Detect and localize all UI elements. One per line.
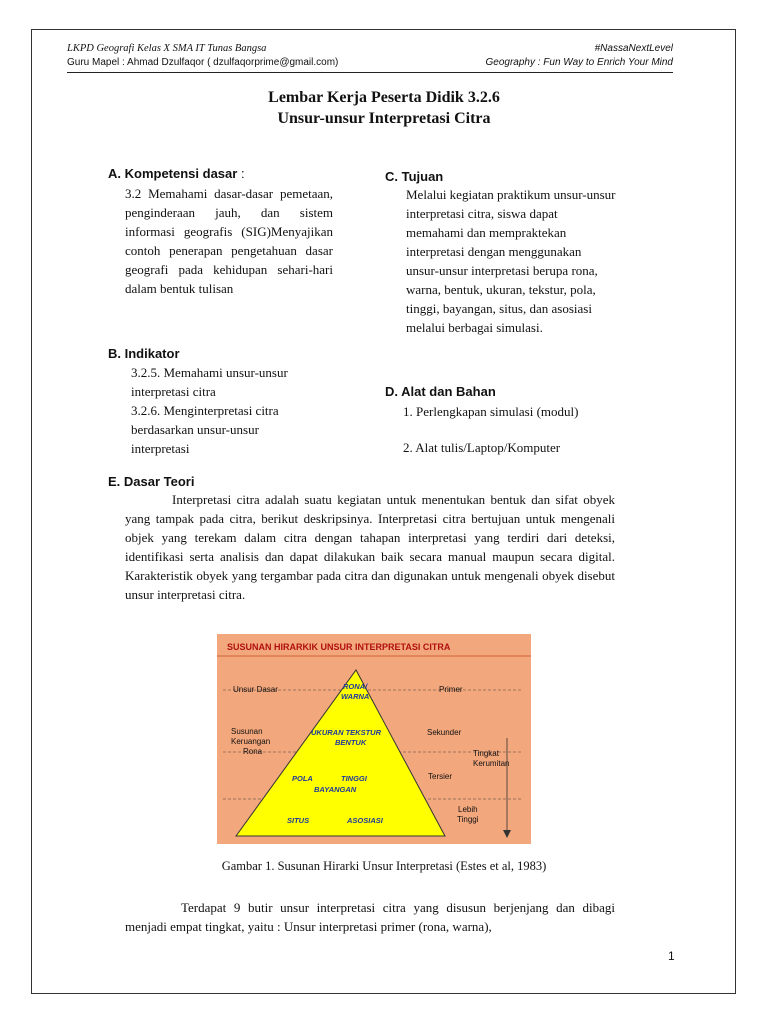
pyr-bentuk: BENTUK <box>335 738 367 747</box>
document-title: Lembar Kerja Peserta Didik 3.2.6 <box>268 89 500 106</box>
section-c-text: Melalui kegiatan praktikum unsur-unsur interpretasi citra, siswa dapat memahami dan mempraktekan interpretasi dengan menggunakan unsur-unsur interpretasi berupa rona, warna, bentuk, ukuran, tekstur, pola, tinggi, bayangan, situs, dan asosiasi melalui berbagai simulasi. <box>406 187 616 335</box>
label-susunan: Susunan <box>231 727 263 736</box>
section-d-item-1: 1. Perlengkapan simulasi (modul) <box>403 404 579 419</box>
figure-title: SUSUNAN HIRARKIK UNSUR INTERPRETASI CITRA <box>227 642 451 652</box>
pyr-asosiasi: ASOSIASI <box>347 816 383 825</box>
header-course-title: LKPD Geografi Kelas X SMA IT Tunas Bangsa <box>67 43 267 54</box>
hierarchy-figure <box>217 634 531 844</box>
pyr-ukuran-tekstur: UKURAN TEKSTUR <box>311 728 381 737</box>
label-sekunder: Sekunder <box>427 728 462 737</box>
header-hashtag: #NassaNextLevel <box>594 43 673 54</box>
header-tagline: Geography : Fun Way to Enrich Your Mind <box>485 57 673 68</box>
label-tinggi: Tinggi <box>457 815 479 824</box>
pyr-pola: POLA <box>292 774 313 783</box>
section-d-heading: D. Alat dan Bahan <box>385 384 496 399</box>
section-e-heading: E. Dasar Teori <box>108 474 195 489</box>
section-e-paragraph: Interpretasi citra adalah suatu kegiatan untuk menentukan bentuk dan sifat obyek yang tampak pada citra, berikut deskripsinya. Interpretasi citra bertujuan untuk mengenali objek yang terekam dalam citra dengan tahapan interpretasi yang terdiri dari deteksi, identifikasi serta analisis dan dapat dilakukan baik secara manual maupun secara digital. Karakteristik obyek yang tergambar pada citra dan digunakan untuk mengenali obyek disebut unsur interpretasi citra. <box>125 492 615 602</box>
pyr-bayangan: BAYANGAN <box>314 785 357 794</box>
pyr-warna: WARNA <box>341 692 370 701</box>
label-lebih: Lebih <box>458 805 478 814</box>
section-c-heading: C. Tujuan <box>385 169 444 184</box>
section-a-text: 3.2 Memahami dasar-dasar pemetaan, penginderaan jauh, dan sistem informasi geografis (SIG)Menyajikan contoh penerapan pengetahuan dasar geografi pada kehidupan sehari-hari dalam bentuk tulisan <box>125 186 333 296</box>
page-number: 1 <box>668 949 675 963</box>
section-b-item-2: 3.2.6. Menginterpretasi citra berdasarkan unsur-unsur interpretasi <box>131 403 279 456</box>
pyr-tinggi: TINGGI <box>341 774 367 783</box>
section-b-heading: B. Indikator <box>108 346 180 361</box>
label-keruangan: Keruangan <box>231 737 271 746</box>
pyr-situs: SITUS <box>287 816 310 825</box>
label-kerumitan: Kerumitan <box>473 759 510 768</box>
figure-caption: Gambar 1. Susunan Hirarki Unsur Interpretasi (Estes et al, 1983) <box>221 859 547 873</box>
section-d-item-2: 2. Alat tulis/Laptop/Komputer <box>403 440 561 455</box>
label-tingkat: Tingkat <box>473 749 499 758</box>
label-unsur-dasar: Unsur Dasar <box>233 685 278 694</box>
hierarchy-diagram <box>217 634 531 844</box>
header-teacher: Guru Mapel : Ahmad Dzulfaqor ( dzulfaqorprime@gmail.com) <box>67 57 339 68</box>
label-primer: Primer <box>439 685 463 694</box>
section-b-item-1: 3.2.5. Memahami unsur-unsur interpretasi citra <box>131 365 288 399</box>
document-subtitle: Unsur-unsur Interpretasi Citra <box>277 110 491 127</box>
pyr-rona: RONA/ <box>343 682 368 691</box>
closing-paragraph: Terdapat 9 butir unsur interpretasi citra yang disusun berjenjang dan dibagi menjadi empat tingkat, yaitu : Unsur interpretasi primer (rona, warna), <box>125 900 615 934</box>
section-a-heading: A. Kompetensi dasar : <box>108 166 245 181</box>
label-rona: Rona <box>243 747 263 756</box>
label-tersier: Tersier <box>428 772 453 781</box>
header-divider <box>67 72 673 73</box>
